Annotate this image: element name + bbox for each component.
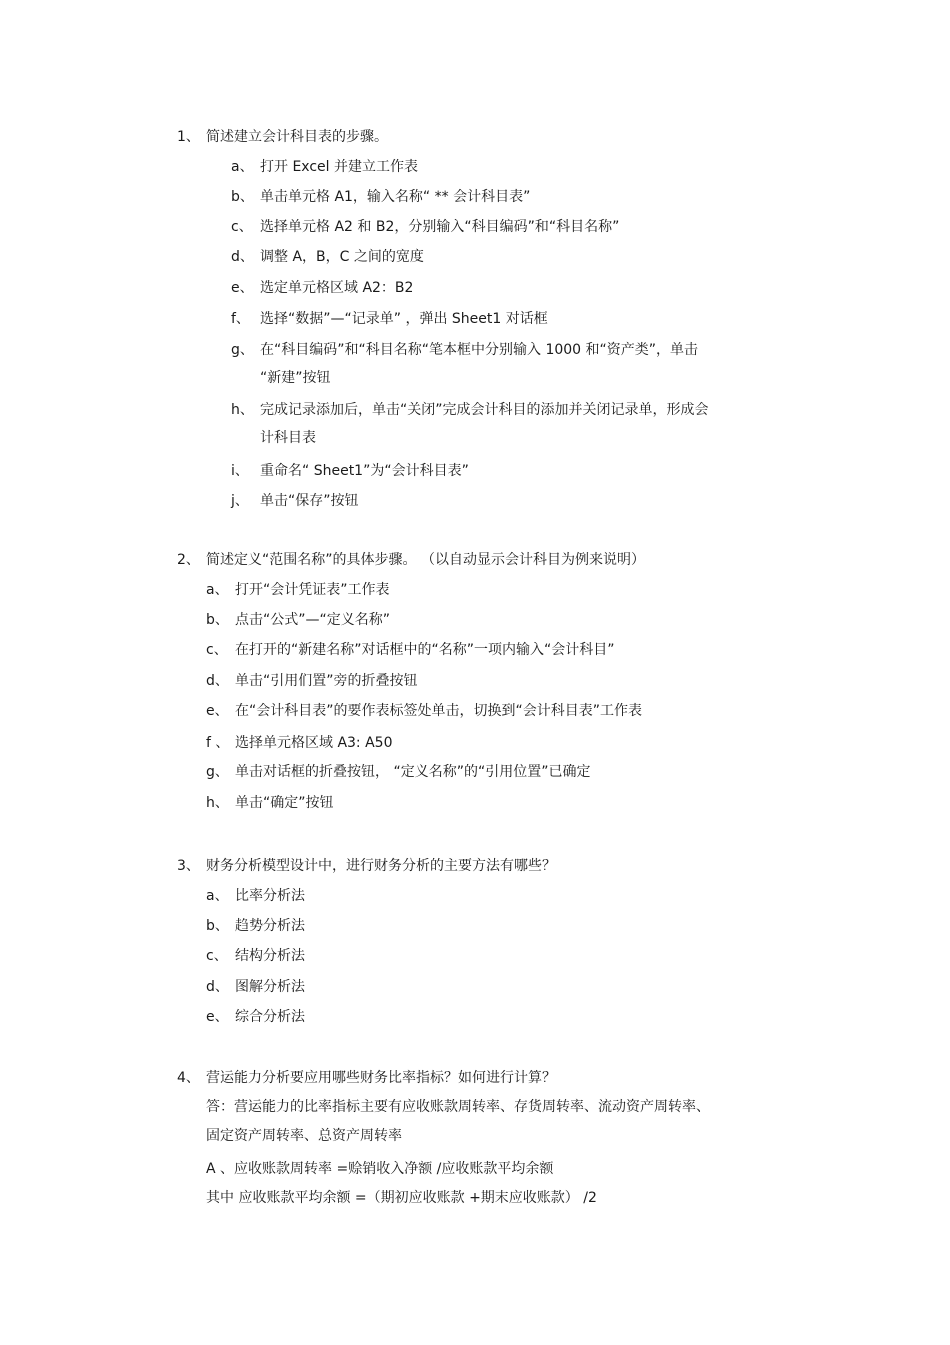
question-number: 3、 <box>177 858 200 874</box>
item-text: 趋势分析法 <box>235 918 305 934</box>
item-marker: d、 <box>231 249 254 265</box>
item-marker: c、 <box>206 642 228 658</box>
item-marker: g、 <box>231 342 254 358</box>
item-marker: e、 <box>206 1009 229 1025</box>
list-item-continuation <box>260 428 316 448</box>
item-text: “新建”按钮 <box>260 370 331 386</box>
question-number: 4、 <box>177 1070 200 1086</box>
formula-line <box>206 1188 597 1208</box>
item-marker: a、 <box>206 582 229 598</box>
formula-text: 其中 应收账款平均余额 =（期初应收账款 +期末应收账款） /2 <box>206 1190 597 1206</box>
item-marker: a、 <box>231 159 254 175</box>
item-marker: e、 <box>231 280 254 296</box>
item-text: 在打开的“新建名称”对话框中的“名称”一项内输入“会计科目” <box>235 642 615 658</box>
item-text: 图解分析法 <box>235 979 305 995</box>
formula-line <box>206 1159 553 1179</box>
item-marker: i、 <box>231 463 249 479</box>
question-text: 简述定义“范围名称”的具体步骤。 （以自动显示会计科目为例来说明） <box>206 552 645 568</box>
item-text: 结构分析法 <box>235 948 305 964</box>
item-text: 单击“确定”按钮 <box>235 795 334 811</box>
item-text: 单击对话框的折叠按钮， “定义名称”的“引用位置”已确定 <box>235 764 591 780</box>
question-number: 1、 <box>177 129 200 145</box>
question-text: 财务分析模型设计中，进行财务分析的主要方法有哪些？ <box>206 858 556 874</box>
item-text: 打开 Excel 并建立工作表 <box>260 159 418 175</box>
item-marker: b、 <box>231 189 254 205</box>
item-marker: b、 <box>206 918 229 934</box>
item-text: 计科目表 <box>260 430 316 446</box>
item-text: 选择单元格 A2 和 B2，分别输入“科目编码”和“科目名称” <box>260 219 620 235</box>
item-text: 完成记录添加后，单击“关闭”完成会计科目的添加并关闭记录单，形成会 <box>260 402 709 418</box>
question-number: 2、 <box>177 552 200 568</box>
item-marker: h、 <box>231 402 254 418</box>
item-text: 调整 A，B，C 之间的宽度 <box>260 249 424 265</box>
item-marker: d、 <box>206 673 229 689</box>
item-text: 比率分析法 <box>235 888 305 904</box>
item-text: 选定单元格区域 A2：B2 <box>260 280 414 296</box>
item-marker: j、 <box>231 493 249 509</box>
answer-line <box>206 1097 710 1117</box>
item-marker: c、 <box>231 219 253 235</box>
list-item-continuation <box>260 368 331 388</box>
question-text: 简述建立会计科目表的步骤。 <box>206 129 388 145</box>
item-text: 选择“数据”—“记录单” ，弹出 Sheet1 对话框 <box>260 311 548 327</box>
item-text: 单击“引用们置”旁的折叠按钮 <box>235 673 418 689</box>
item-marker: b、 <box>206 612 229 628</box>
question-text: 营运能力分析要应用哪些财务比率指标？如何进行计算？ <box>206 1070 556 1086</box>
item-text: 在“会计科目表”的要作表标签处单击，切换到“会计科目表”工作表 <box>235 703 643 719</box>
item-text: 点击“公式”—“定义名称” <box>235 612 391 628</box>
item-text: 在“科目编码”和“科目名称“笔本框中分别输入 1000 和“资产类”，单击 <box>260 342 699 358</box>
item-text: 重命名“ Sheet1”为“会计科目表” <box>260 463 469 479</box>
answer-text: 答：营运能力的比率指标主要有应收账款周转率、存货周转率、流动资产周转率、 <box>206 1099 710 1115</box>
item-text: 综合分析法 <box>235 1009 305 1025</box>
item-marker: d、 <box>206 979 229 995</box>
item-marker: a、 <box>206 888 229 904</box>
item-marker: c、 <box>206 948 228 964</box>
answer-line <box>206 1126 402 1146</box>
formula-text: A 、应收账款周转率 =赊销收入净额 /应收账款平均余额 <box>206 1161 554 1177</box>
answer-text: 固定资产周转率、总资产周转率 <box>206 1128 402 1144</box>
item-marker: f 、 <box>206 735 230 751</box>
item-text: 单击“保存”按钮 <box>260 493 359 509</box>
item-text: 打开“会计凭证表”工作表 <box>235 582 390 598</box>
item-marker: g、 <box>206 764 229 780</box>
item-text: 选择单元格区域 A3: A50 <box>235 735 393 751</box>
item-text: 单击单元格 A1，输入名称“ ** 会计科目表” <box>260 189 531 205</box>
item-marker: e、 <box>206 703 229 719</box>
item-marker: h、 <box>206 795 229 811</box>
item-marker: f、 <box>231 311 250 327</box>
